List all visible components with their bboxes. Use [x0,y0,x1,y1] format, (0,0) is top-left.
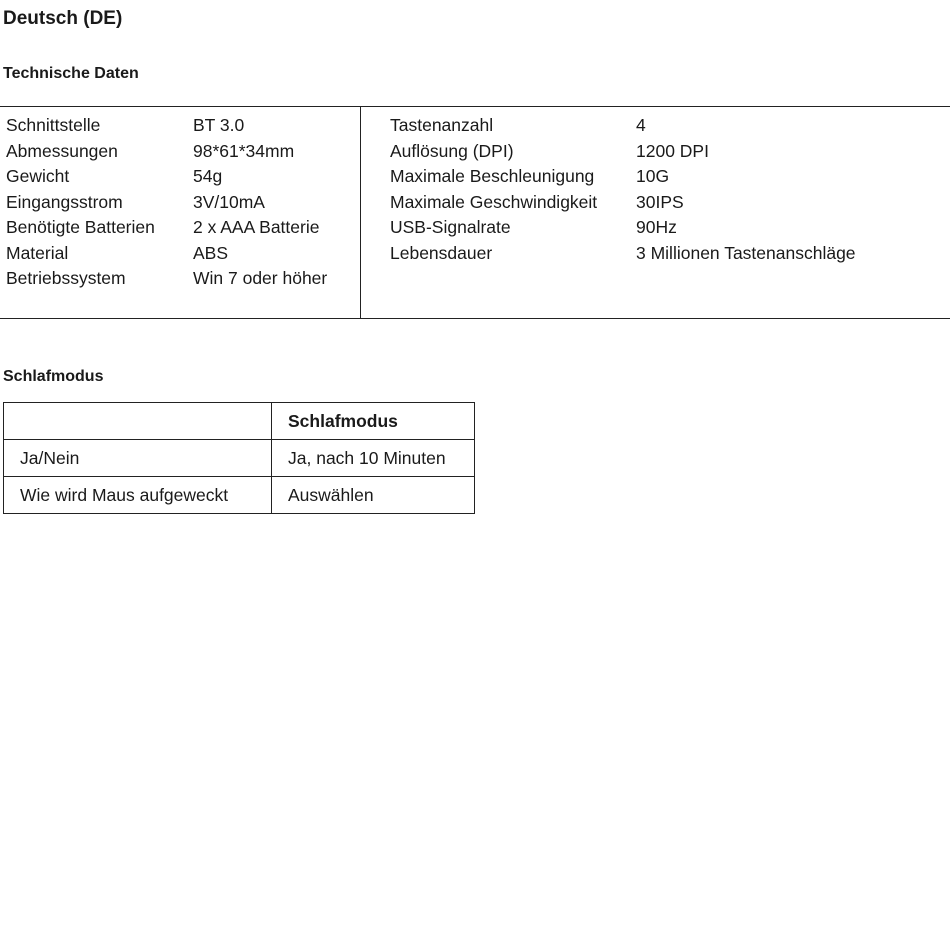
specs-right-column [390,113,945,266]
table-cell: Ja/Nein [4,440,272,477]
spec-value: 3 Millionen Tastenanschläge [636,242,856,263]
spec-label: Maximale Geschwindigkeit [390,191,598,212]
specs-left-column [6,113,356,292]
spec-value: ABS [193,242,229,263]
spec-label: Schnittstelle [6,115,101,135]
spec-value: Win 7 oder höher [193,268,328,288]
spec-label: Betriebssystem [6,268,126,288]
spec-value: 4 [636,115,646,135]
spec-row-material [6,241,356,267]
spec-label: Benötigte Batterien [6,217,155,237]
table-header-row [4,403,475,440]
spec-row-button-count [390,113,945,139]
spec-value: 98*61*34mm [193,140,295,161]
spec-value: 30IPS [636,191,684,212]
table-cell: Wie wird Maus aufgeweckt [4,477,272,514]
spec-row-weight [6,164,356,190]
spec-row-input-current [6,190,356,216]
specs-heading: Technische Daten [3,65,139,82]
spec-value: 3V/10mA [193,191,265,212]
spec-value: 2 x AAA Batterie [193,217,320,237]
spec-value: 1200 DPI [636,140,709,161]
spec-label: Lebensdauer [390,242,493,263]
spec-value: BT 3.0 [193,115,245,135]
spec-row-batteries [6,215,356,241]
page-title: Deutsch (DE) [3,8,123,29]
spec-label: Gewicht [6,166,70,186]
spec-row-resolution [390,139,945,165]
spec-label: Maximale Beschleunigung [390,166,595,186]
spec-label: Tastenanzahl [390,115,494,135]
specs-table [0,106,950,319]
sleep-heading: Schlafmodus [3,368,104,385]
spec-value: 90Hz [636,217,677,237]
table-row [4,440,475,477]
spec-label: Abmessungen [6,140,118,161]
spec-label: Material [6,242,69,263]
spec-row-dimensions [6,139,356,165]
spec-row-interface [6,113,356,139]
table-header-cell: Schlafmodus [272,403,475,440]
spec-label: USB-Signalrate [390,217,511,237]
spec-row-lifespan [390,241,945,267]
table-row [4,477,475,514]
table-header-cell [4,403,272,440]
table-cell: Auswählen [272,477,475,514]
spec-row-acceleration [390,164,945,190]
specs-column-divider [360,107,361,318]
spec-value: 54g [193,166,223,186]
spec-label: Eingangsstrom [6,191,123,212]
spec-row-polling-rate [390,215,945,241]
table-cell: Ja, nach 10 Minuten [272,440,475,477]
spec-row-os [6,266,356,292]
spec-label: Auflösung (DPI) [390,140,514,161]
spec-value: 10G [636,166,670,186]
sleep-table [3,402,475,514]
spec-row-speed [390,190,945,216]
